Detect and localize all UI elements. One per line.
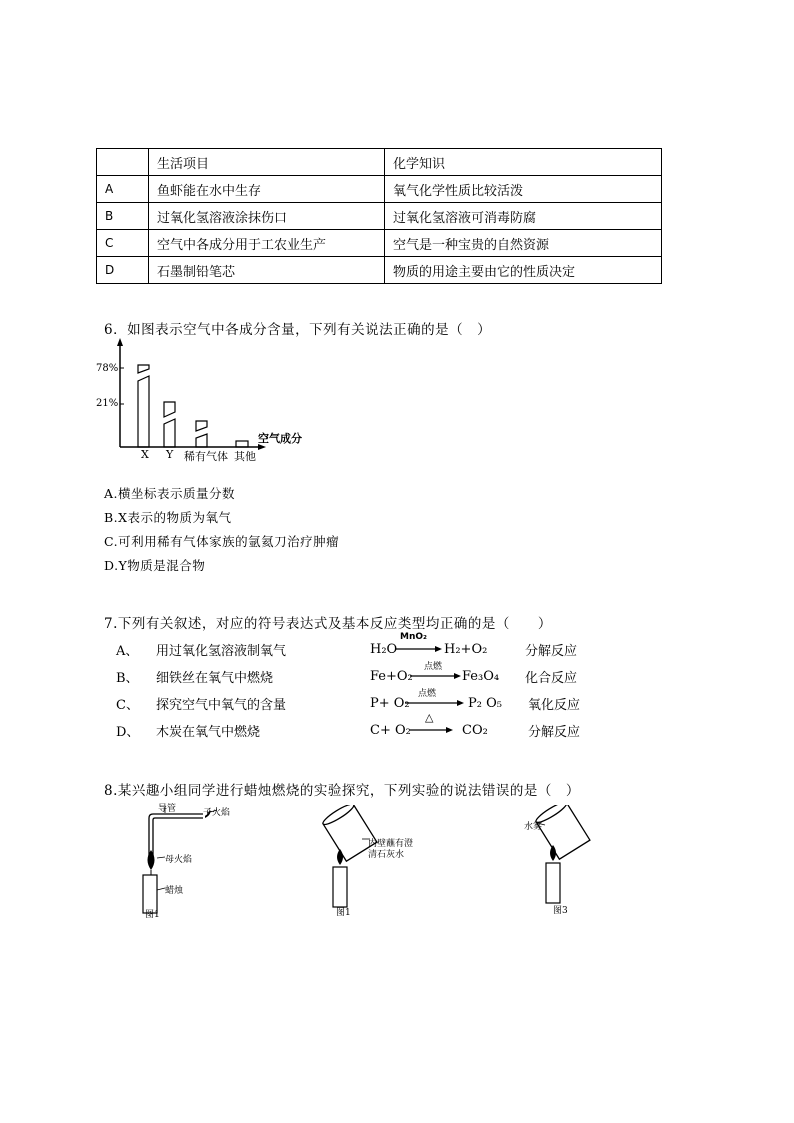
table-cell: 空气是一种宝贵的自然资源 (385, 230, 662, 257)
q7-stem: 7.下列有关叙述，对应的符号表达式及基本反应类型均正确的是（ ） (104, 616, 552, 632)
label-limewater-line2: 清石灰水 (368, 850, 405, 860)
q6-option-d: D.Y物质是混合物 (104, 558, 206, 573)
table-cell: B (97, 203, 149, 230)
reaction-type: 分解反应 (525, 644, 578, 659)
table-row (97, 230, 662, 257)
figure-2-beaker-candle (318, 805, 388, 915)
table-cell: 化学知识 (385, 149, 662, 176)
products: P₂ O₅ (468, 696, 502, 711)
reactants: Fe+O₂ (370, 669, 413, 684)
table-row (97, 203, 662, 230)
table-cell: C (97, 230, 149, 257)
reaction-type: 分解反应 (528, 725, 581, 740)
table-cell: 空气中各成分用于工农业生产 (149, 230, 385, 257)
table-cell: 生活项目 (149, 149, 385, 176)
condition: 点燃 (418, 689, 437, 699)
x-axis-label: 空气成分 (258, 432, 302, 445)
table-cell: 石墨制铅笔芯 (149, 257, 385, 284)
arrow-icon (405, 699, 465, 707)
bar-rare-gas (196, 421, 207, 447)
figure-caption: 图3 (553, 906, 568, 916)
label-child-flame: 子火焰 (203, 808, 231, 818)
label-tube: 导管 (158, 804, 177, 814)
row-letter: C、 (116, 698, 139, 713)
reactants: C+ O₂ (370, 723, 411, 738)
row-description: 细铁丝在氧气中燃烧 (156, 671, 274, 686)
table-row (97, 176, 662, 203)
table-cell: 物质的用途主要由它的性质决定 (385, 257, 662, 284)
q8-stem: 8.某兴趣小组同学进行蜡烛燃烧的实验探究，下列实验的说法错误的是（ ） (104, 783, 580, 799)
category-label: Y (166, 448, 174, 461)
figure-caption: 图1 (336, 908, 351, 918)
table-cell: 过氧化氢溶液涂抹伤口 (149, 203, 385, 230)
bar-other (236, 441, 248, 447)
bar-x (138, 365, 149, 447)
table-cell: D (97, 257, 149, 284)
table-cell: A (97, 176, 149, 203)
table-cell: 氧气化学性质比较活泼 (385, 176, 662, 203)
table-row (97, 257, 662, 284)
reaction-type: 化合反应 (525, 671, 578, 686)
category-label: 稀有气体 (184, 450, 228, 463)
row-letter: A、 (116, 644, 139, 659)
arrow-icon (395, 645, 443, 653)
q6-option-b: B.X表示的物质为氧气 (104, 510, 232, 525)
products: H₂+O₂ (444, 642, 488, 657)
table-cell: 过氧化氢溶液可消毒防腐 (385, 203, 662, 230)
y-tick-label: 78% (96, 363, 119, 374)
y-axis-arrow (117, 338, 123, 346)
label-candle: 蜡烛 (165, 886, 184, 896)
row-description: 木炭在氧气中燃烧 (156, 725, 261, 740)
row-description: 探究空气中氧气的含量 (156, 698, 287, 713)
condition: MnO₂ (400, 632, 427, 642)
table-cell: 鱼虾能在水中生存 (149, 176, 385, 203)
label-parent-flame: 母火焰 (165, 855, 193, 865)
condition: 点燃 (424, 662, 443, 672)
category-label: X (141, 448, 149, 461)
y-tick-label: 21% (96, 398, 119, 409)
figure-caption: 图1 (145, 910, 160, 920)
category-label: 其他 (234, 450, 256, 463)
reaction-type: 氧化反应 (528, 698, 581, 713)
label-limewater-line1: 内壁蘸有澄 (368, 839, 414, 849)
reactants: P+ O₂ (370, 696, 410, 711)
label-water-mist: 水雾 (524, 822, 543, 832)
row-description: 用过氧化氢溶液制氧气 (156, 644, 287, 659)
bar-y (164, 402, 175, 447)
arrow-icon (410, 726, 454, 734)
row-letter: B、 (116, 671, 139, 686)
condition: △ (425, 711, 434, 724)
q5-table (96, 148, 662, 284)
products: CO₂ (462, 723, 488, 738)
table-header-row (97, 149, 662, 176)
row-letter: D、 (116, 725, 140, 740)
table-cell (97, 149, 149, 176)
reactants: H₂O (370, 642, 398, 657)
q6-option-a: A.横坐标表示质量分数 (104, 486, 236, 501)
products: Fe₃O₄ (462, 669, 500, 684)
q6-stem: 6．如图表示空气中各成分含量，下列有关说法正确的是（ ） (104, 322, 492, 338)
arrow-icon (410, 672, 462, 680)
q6-option-c: C.可利用稀有气体家族的氩氦刀治疗肿瘤 (104, 534, 340, 549)
